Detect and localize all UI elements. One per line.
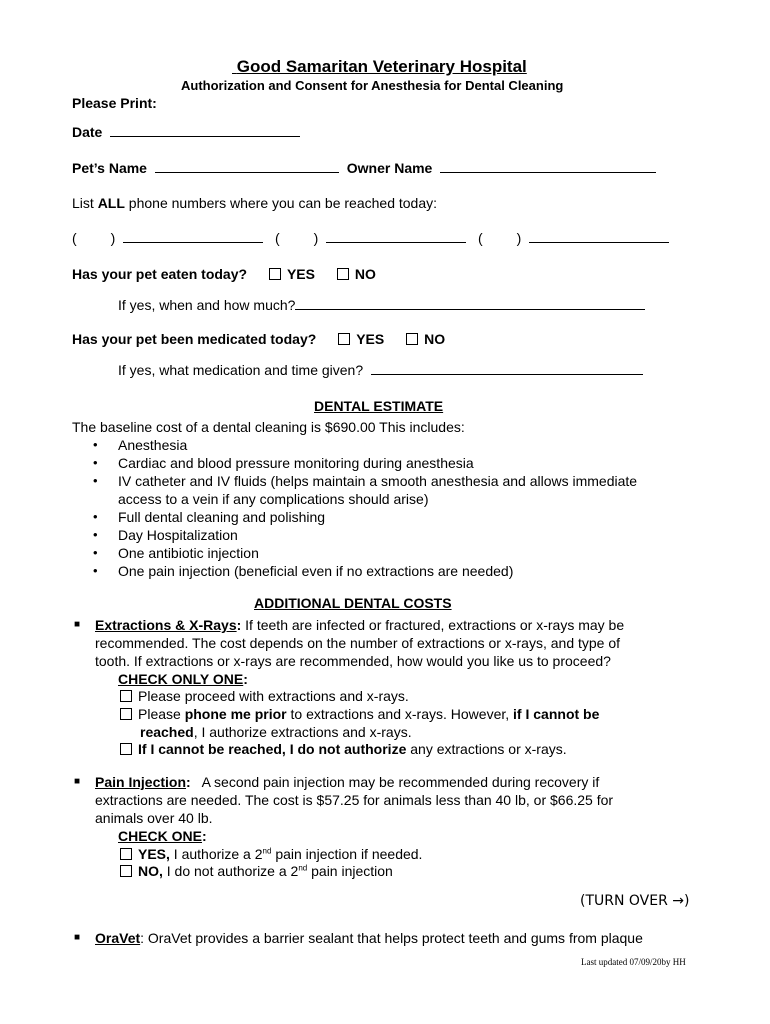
pain-yes-sup: nd bbox=[262, 846, 272, 856]
date-row bbox=[72, 124, 300, 140]
extractions-check-label-row: CHECK ONLY ONE: bbox=[118, 671, 248, 687]
bullet-5: • bbox=[93, 545, 98, 560]
medicated-followup-field[interactable] bbox=[371, 362, 643, 375]
extractions-option-1-checkbox[interactable] bbox=[120, 690, 132, 702]
dental-estimate-intro: The baseline cost of a dental cleaning is $690.00 This includes: bbox=[72, 419, 465, 435]
estimate-item-continued: access to a vein if any complications should arise) bbox=[118, 491, 429, 507]
owner-name-field[interactable] bbox=[440, 160, 656, 173]
pain-check-label: CHECK ONE bbox=[118, 828, 203, 844]
pain-line-1 bbox=[95, 774, 599, 790]
extractions-option-3-rest: any extractions or x-rays. bbox=[406, 741, 567, 757]
pain-label: Pain Injection bbox=[95, 774, 187, 790]
phone-1-close: ) bbox=[110, 230, 116, 246]
phone-prompt-all: ALL bbox=[97, 195, 125, 211]
pain-check-label-row: CHECK ONE: bbox=[118, 828, 207, 844]
phone-2-open: ( bbox=[275, 230, 280, 246]
medicated-followup-label: If yes, what medication and time given? bbox=[118, 362, 364, 378]
bullet-6: • bbox=[93, 563, 98, 578]
eaten-question: Has your pet eaten today? bbox=[72, 266, 248, 282]
phone-2-field[interactable] bbox=[326, 230, 466, 243]
extractions-option-3 bbox=[120, 741, 567, 757]
pain-yes-checkbox[interactable] bbox=[120, 848, 132, 860]
extractions-option-2-bold2: if I cannot be bbox=[513, 706, 600, 722]
medicated-followup-row bbox=[118, 362, 643, 378]
bullet-3: • bbox=[93, 509, 98, 524]
extractions-option-2-rest: , I authorize extractions and x-rays. bbox=[193, 724, 412, 740]
square-bullet-oravet: ■ bbox=[74, 932, 81, 943]
extractions-option-2 bbox=[120, 706, 599, 722]
phone-prompt-post: phone numbers where you can be reached today: bbox=[128, 195, 438, 211]
pain-no-bold: NO, bbox=[138, 863, 163, 879]
footer-updated: Last updated 07/09/20by HH bbox=[581, 957, 686, 967]
pain-no-text: I do not authorize a 2 bbox=[162, 863, 299, 879]
extractions-option-2-mid: to extractions and x-rays. However, bbox=[286, 706, 514, 722]
phone-row bbox=[72, 230, 669, 246]
pain-no-end: pain injection bbox=[307, 863, 393, 879]
extractions-option-2-reached: reached bbox=[140, 724, 194, 740]
eaten-no-label: NO bbox=[354, 266, 376, 282]
estimate-item: Anesthesia bbox=[118, 437, 188, 453]
page-title: Good Samaritan Veterinary Hospital bbox=[236, 57, 527, 76]
oravet-line bbox=[95, 930, 643, 946]
pet-owner-row bbox=[72, 160, 656, 176]
dental-estimate-heading: DENTAL ESTIMATE bbox=[314, 398, 444, 414]
pain-yes-bold: YES, bbox=[138, 846, 170, 862]
bullet-0: • bbox=[93, 437, 98, 452]
pain-yes-text: I authorize a 2 bbox=[169, 846, 263, 862]
eaten-yes-checkbox[interactable] bbox=[269, 268, 281, 280]
pain-no-sup: nd bbox=[298, 863, 308, 873]
pet-name-field[interactable] bbox=[155, 160, 339, 173]
extractions-option-2-bold: phone me prior bbox=[184, 706, 287, 722]
oravet-text: : OraVet provides a barrier sealant that helps protect teeth and gums from plaque bbox=[140, 930, 643, 946]
square-bullet-pain: ■ bbox=[74, 776, 81, 787]
extractions-option-3-bold: If I cannot be reached, I do not authorize bbox=[138, 741, 407, 757]
phone-3-field[interactable] bbox=[529, 230, 669, 243]
extractions-label: Extractions & X-Rays bbox=[95, 617, 237, 633]
medicated-yes-checkbox[interactable] bbox=[338, 333, 350, 345]
phone-1-field[interactable] bbox=[123, 230, 263, 243]
phone-1-open: ( bbox=[72, 230, 77, 246]
extractions-option-2-pre: Please bbox=[138, 706, 185, 722]
estimate-item: Full dental cleaning and polishing bbox=[118, 509, 326, 525]
page-subtitle: Authorization and Consent for Anesthesia for Dental Cleaning bbox=[181, 78, 564, 93]
phone-3-close: ) bbox=[516, 230, 522, 246]
extractions-line-3: tooth. If extractions or x-rays are recommended, how would you like us to proceed? bbox=[95, 653, 611, 669]
estimate-item: Cardiac and blood pressure monitoring during anesthesia bbox=[118, 455, 474, 471]
eaten-yes-label: YES bbox=[286, 266, 315, 282]
medicated-yes-label: YES bbox=[356, 331, 385, 347]
extractions-colon: : bbox=[236, 617, 242, 633]
extractions-option-1 bbox=[120, 688, 409, 704]
eaten-no-checkbox[interactable] bbox=[337, 268, 349, 280]
extractions-line-1 bbox=[95, 617, 624, 633]
oravet-label: OraVet bbox=[95, 930, 141, 946]
pain-option-no bbox=[120, 863, 393, 879]
please-print-label: Please Print: bbox=[72, 95, 157, 111]
bullet-1: • bbox=[93, 455, 98, 470]
extractions-check-label: CHECK ONLY ONE bbox=[118, 671, 244, 687]
medicated-row bbox=[72, 331, 445, 347]
square-bullet-extractions: ■ bbox=[74, 619, 81, 630]
pain-text-1: A second pain injection may be recommended during recovery if bbox=[190, 774, 600, 790]
medicated-question: Has your pet been medicated today? bbox=[72, 331, 317, 347]
pet-name-label: Pet’s Name bbox=[72, 160, 147, 176]
eaten-followup-row bbox=[118, 297, 645, 313]
extractions-option-1-label: Please proceed with extractions and x-rays. bbox=[138, 688, 409, 704]
eaten-followup-label: If yes, when and how much? bbox=[118, 297, 296, 313]
extractions-option-2-checkbox[interactable] bbox=[120, 708, 132, 720]
pain-line-2: extractions are needed. The cost is $57.25 for animals less than 40 lb, or $66.25 for bbox=[95, 792, 614, 808]
medicated-no-checkbox[interactable] bbox=[406, 333, 418, 345]
phone-prompt bbox=[72, 195, 437, 211]
pain-no-checkbox[interactable] bbox=[120, 865, 132, 877]
eaten-row bbox=[72, 266, 376, 282]
pain-colon: : bbox=[186, 774, 191, 790]
date-field[interactable] bbox=[110, 124, 300, 137]
turn-over-note: (TURN OVER →) bbox=[580, 893, 690, 909]
pain-line-3: animals over 40 lb. bbox=[95, 810, 213, 826]
date-label: Date bbox=[72, 124, 103, 140]
phone-3-open: ( bbox=[478, 230, 483, 246]
estimate-item: One antibiotic injection bbox=[118, 545, 259, 561]
bullet-2: • bbox=[93, 473, 98, 488]
phone-2-close: ) bbox=[313, 230, 319, 246]
eaten-followup-field[interactable] bbox=[295, 297, 645, 310]
estimate-item: One pain injection (beneficial even if no extractions are needed) bbox=[118, 563, 514, 579]
phone-prompt-pre: List bbox=[72, 195, 94, 211]
pain-yes-end: pain injection if needed. bbox=[271, 846, 423, 862]
additional-costs-heading: ADDITIONAL DENTAL COSTS bbox=[254, 595, 452, 611]
extractions-option-3-checkbox[interactable] bbox=[120, 743, 132, 755]
bullet-4: • bbox=[93, 527, 98, 542]
extractions-text-1: If teeth are infected or fractured, extractions or x-rays may be bbox=[241, 617, 625, 633]
estimate-item: IV catheter and IV fluids (helps maintain a smooth anesthesia and allows immediate bbox=[118, 473, 638, 489]
estimate-item: Day Hospitalization bbox=[118, 527, 238, 543]
medicated-no-label: NO bbox=[424, 331, 446, 347]
extractions-option-2-line-2 bbox=[140, 724, 412, 740]
pain-option-yes bbox=[120, 846, 422, 862]
owner-name-label: Owner Name bbox=[346, 160, 433, 176]
extractions-line-2: recommended. The cost depends on the number of extractions or x-rays, and type of bbox=[95, 635, 621, 651]
